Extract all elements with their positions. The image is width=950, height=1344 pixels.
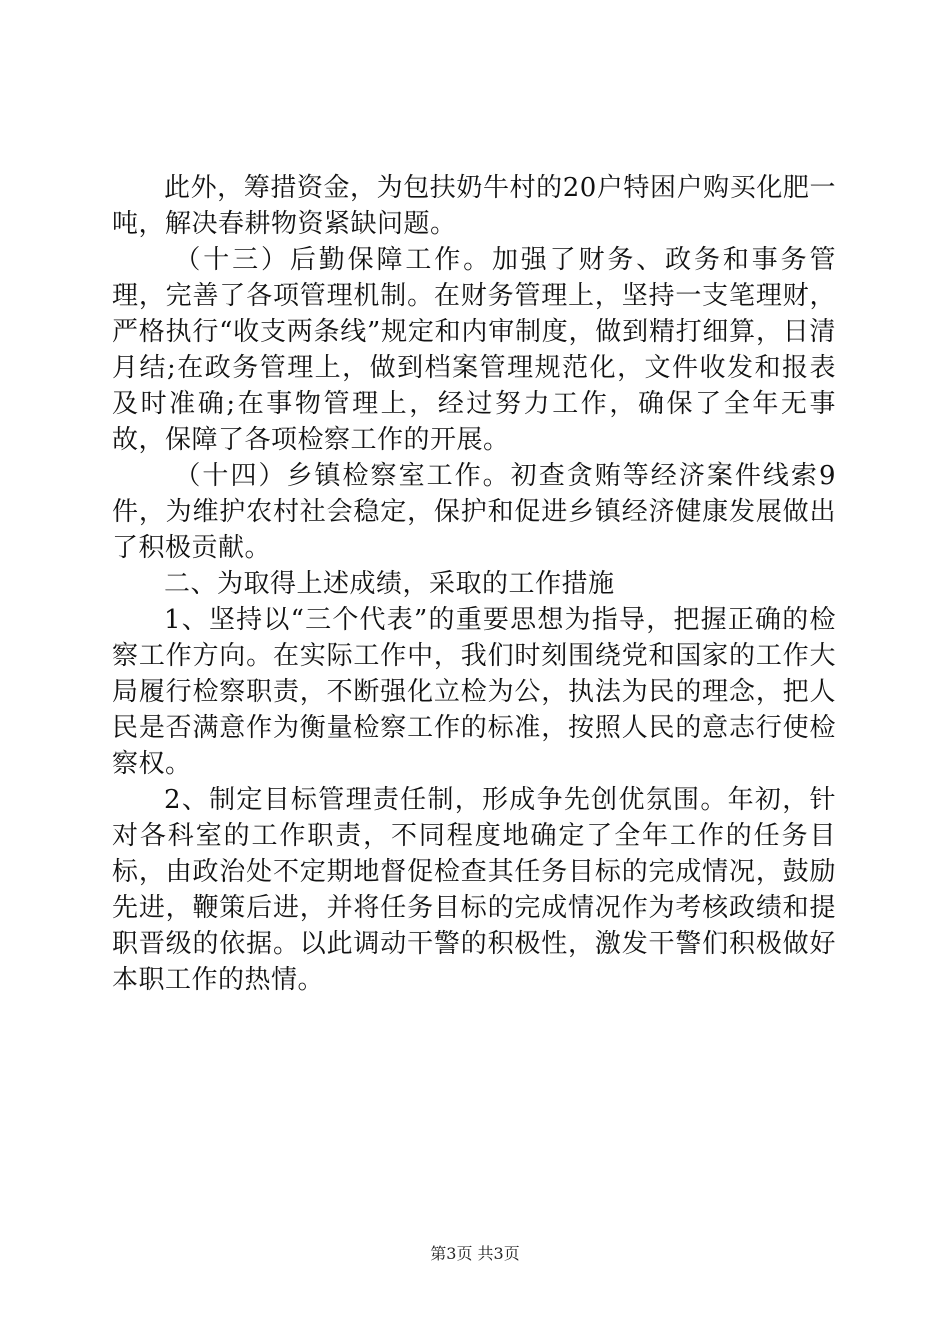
page-number-footer: 第3页 共3页 (430, 1244, 520, 1263)
paragraph-measure-1: 1、坚持以“三个代表”的重要思想为指导，把握正确的检察工作方向。在实际工作中，我们时刻围绕党和国家的工作大局履行检察职责，不断强化立检为公，执法为民的理念，把人民是否满意作为衡量检察工作的标准，按照人民的意志行使检察权。 (112, 605, 836, 779)
paragraph-funding: 此外，筹措资金，为包扶奶牛村的20户特困户购买化肥一吨，解决春耕物资紧缺问题。 (112, 173, 836, 239)
paragraph-township-office: （十四）乡镇检察室工作。初查贪贿等经济案件线索9件，为维护农村社会稳定，保护和促进乡镇经济健康发展做出了积极贡献。 (112, 461, 836, 563)
paragraph-logistics: （十三）后勤保障工作。加强了财务、政务和事务管理，完善了各项管理机制。在财务管理上，坚持一支笔理财，严格执行“收支两条线”规定和内审制度，做到精打细算，日清月结;在政务管理上，做到档案管理规范化，文件收发和报表及时准确;在事物管理上，经过努力工作，确保了全年无事故，保障了各项检察工作的开展。 (112, 245, 836, 455)
paragraph-measure-2: 2、制定目标管理责任制，形成争先创优氛围。年初，针对各科室的工作职责，不同程度地确定了全年工作的任务目标，由政治处不定期地督促检查其任务目标的完成情况，鼓励先进，鞭策后进，并将任务目标的完成情况作为考核政绩和提职晋级的依据。以此调动干警的积极性，激发干警们积极做好本职工作的热情。 (112, 785, 836, 995)
document-body (112, 170, 836, 998)
section-heading-measures: 二、为取得上述成绩，采取的工作措施 (164, 569, 615, 599)
